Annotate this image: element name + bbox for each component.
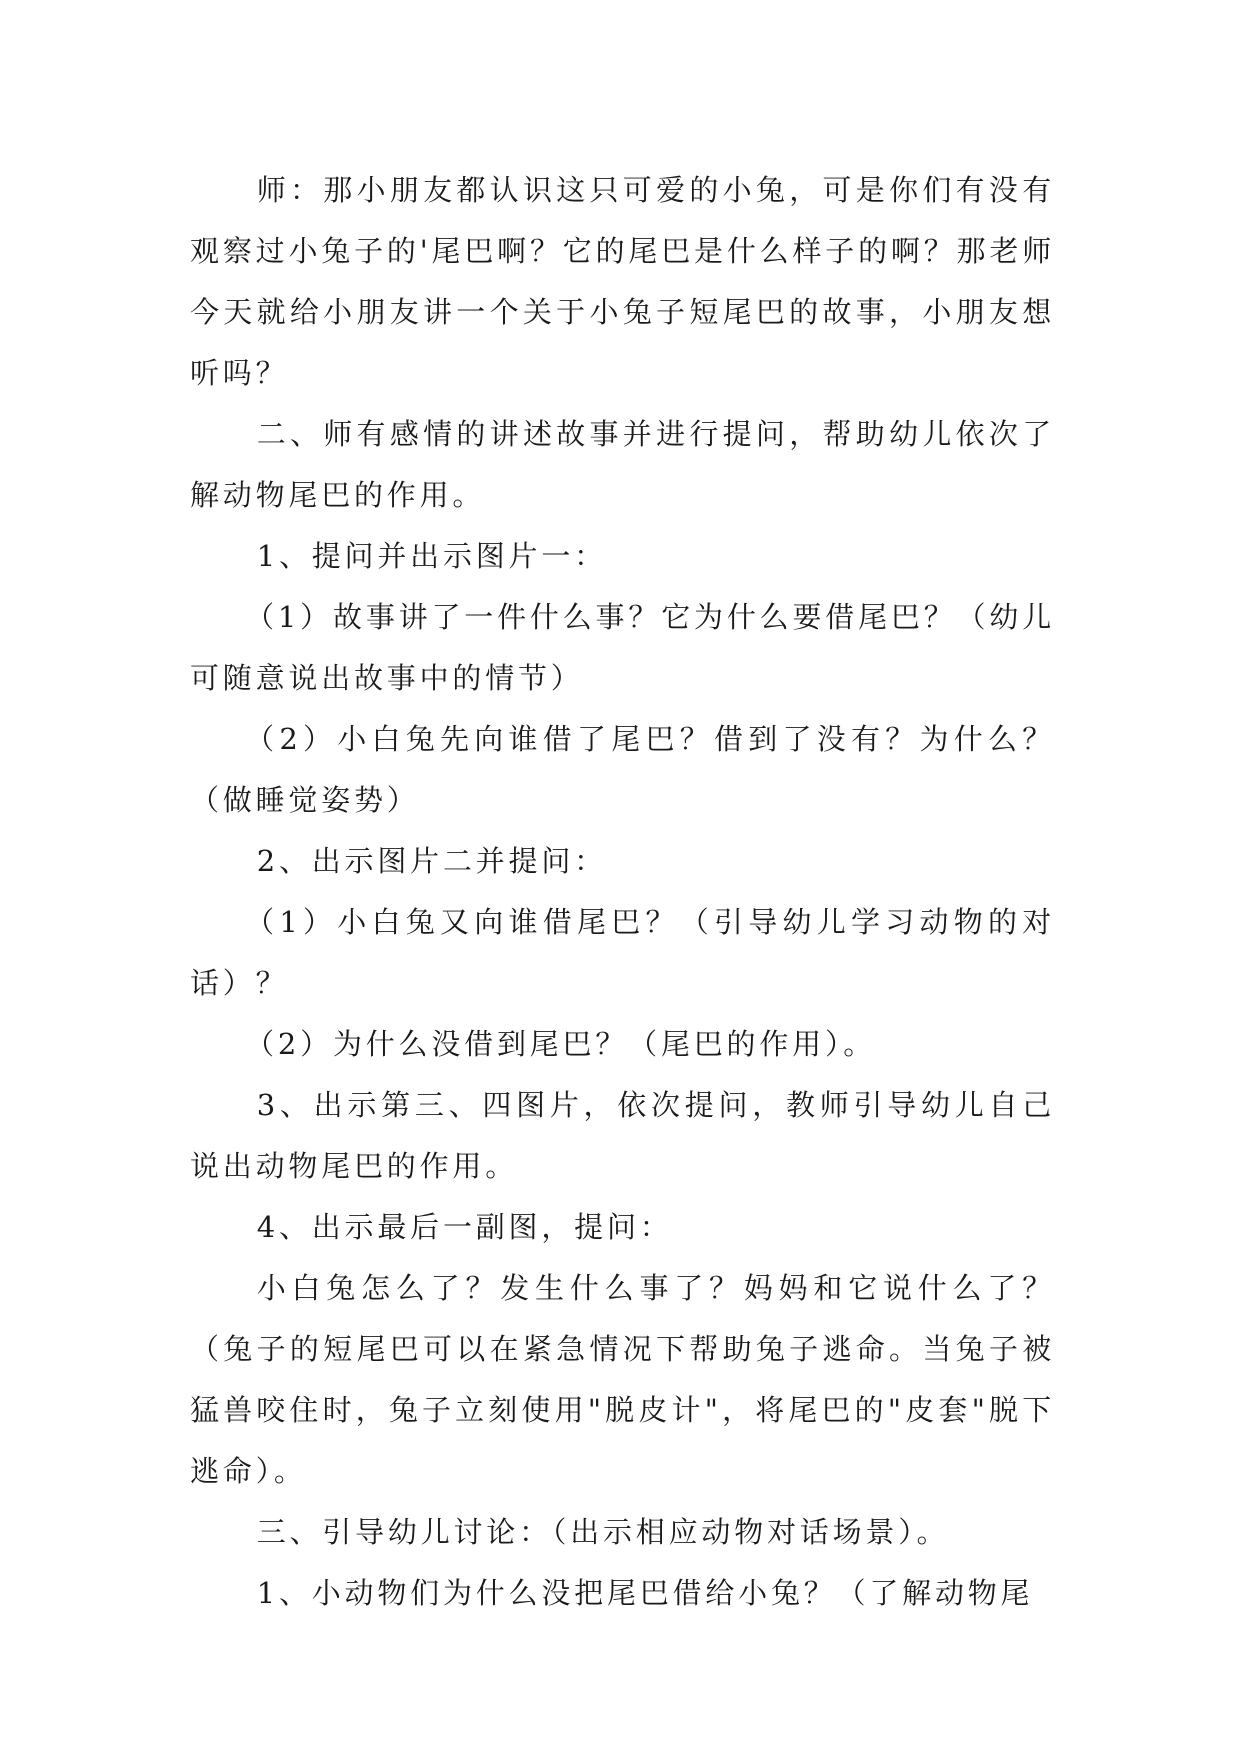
paragraph-step-2: 2、出示图片二并提问： <box>256 844 607 878</box>
paragraph-step-2-q2: （2）为什么没借到尾巴？（尾巴的作用）。 <box>245 1027 877 1061</box>
paragraph-section-two: 二、师有感情的讲述故事并进行提问，帮助幼儿依次了解动物尾巴的作用。 <box>190 417 1055 512</box>
paragraph-step-3: 3、出示第三、四图片，依次提问，教师引导幼儿自己说出动物尾巴的作用。 <box>190 1088 1055 1183</box>
paragraph-teacher-intro: 师：那小朋友都认识这只可爱的小兔，可是你们有没有观察过小兔子的'尾巴啊？它的尾巴是什么样子的啊？那老师今天就给小朋友讲一个关于小兔子短尾巴的故事，小朋友想听吗？ <box>190 173 1055 390</box>
paragraph-step-2-q1: （1）小白兔又向谁借尾巴？（引导幼儿学习动物的对话）？ <box>190 905 1055 1000</box>
paragraph-section-three: 三、引导幼儿讨论：（出示相应动物对话场景）。 <box>256 1515 950 1549</box>
paragraph-step-4-question: 小白兔怎么了？发生什么事了？妈妈和它说什么了？（兔子的短尾巴可以在紧急情况下帮助兔子逃命。当兔子被猛兽咬住时，兔子立刻使用"脱皮计"，将尾巴的"皮套"脱下逃命）。 <box>190 1271 1055 1488</box>
paragraph-step-1: 1、提问并出示图片一： <box>256 539 607 573</box>
paragraph-step-4: 4、出示最后一副图，提问： <box>256 1210 673 1244</box>
paragraph-step-1-q1: （1）故事讲了一件什么事？它为什么要借尾巴？（幼儿可随意说出故事中的情节） <box>190 600 1055 695</box>
paragraph-section-three-q1: 1、小动物们为什么没把尾巴借给小兔？（了解动物尾 <box>256 1576 1034 1610</box>
document-body <box>190 160 1055 1624</box>
paragraph-step-1-q2: （2）小白兔先向谁借了尾巴？借到了没有？为什么？（做睡觉姿势） <box>190 722 1055 817</box>
